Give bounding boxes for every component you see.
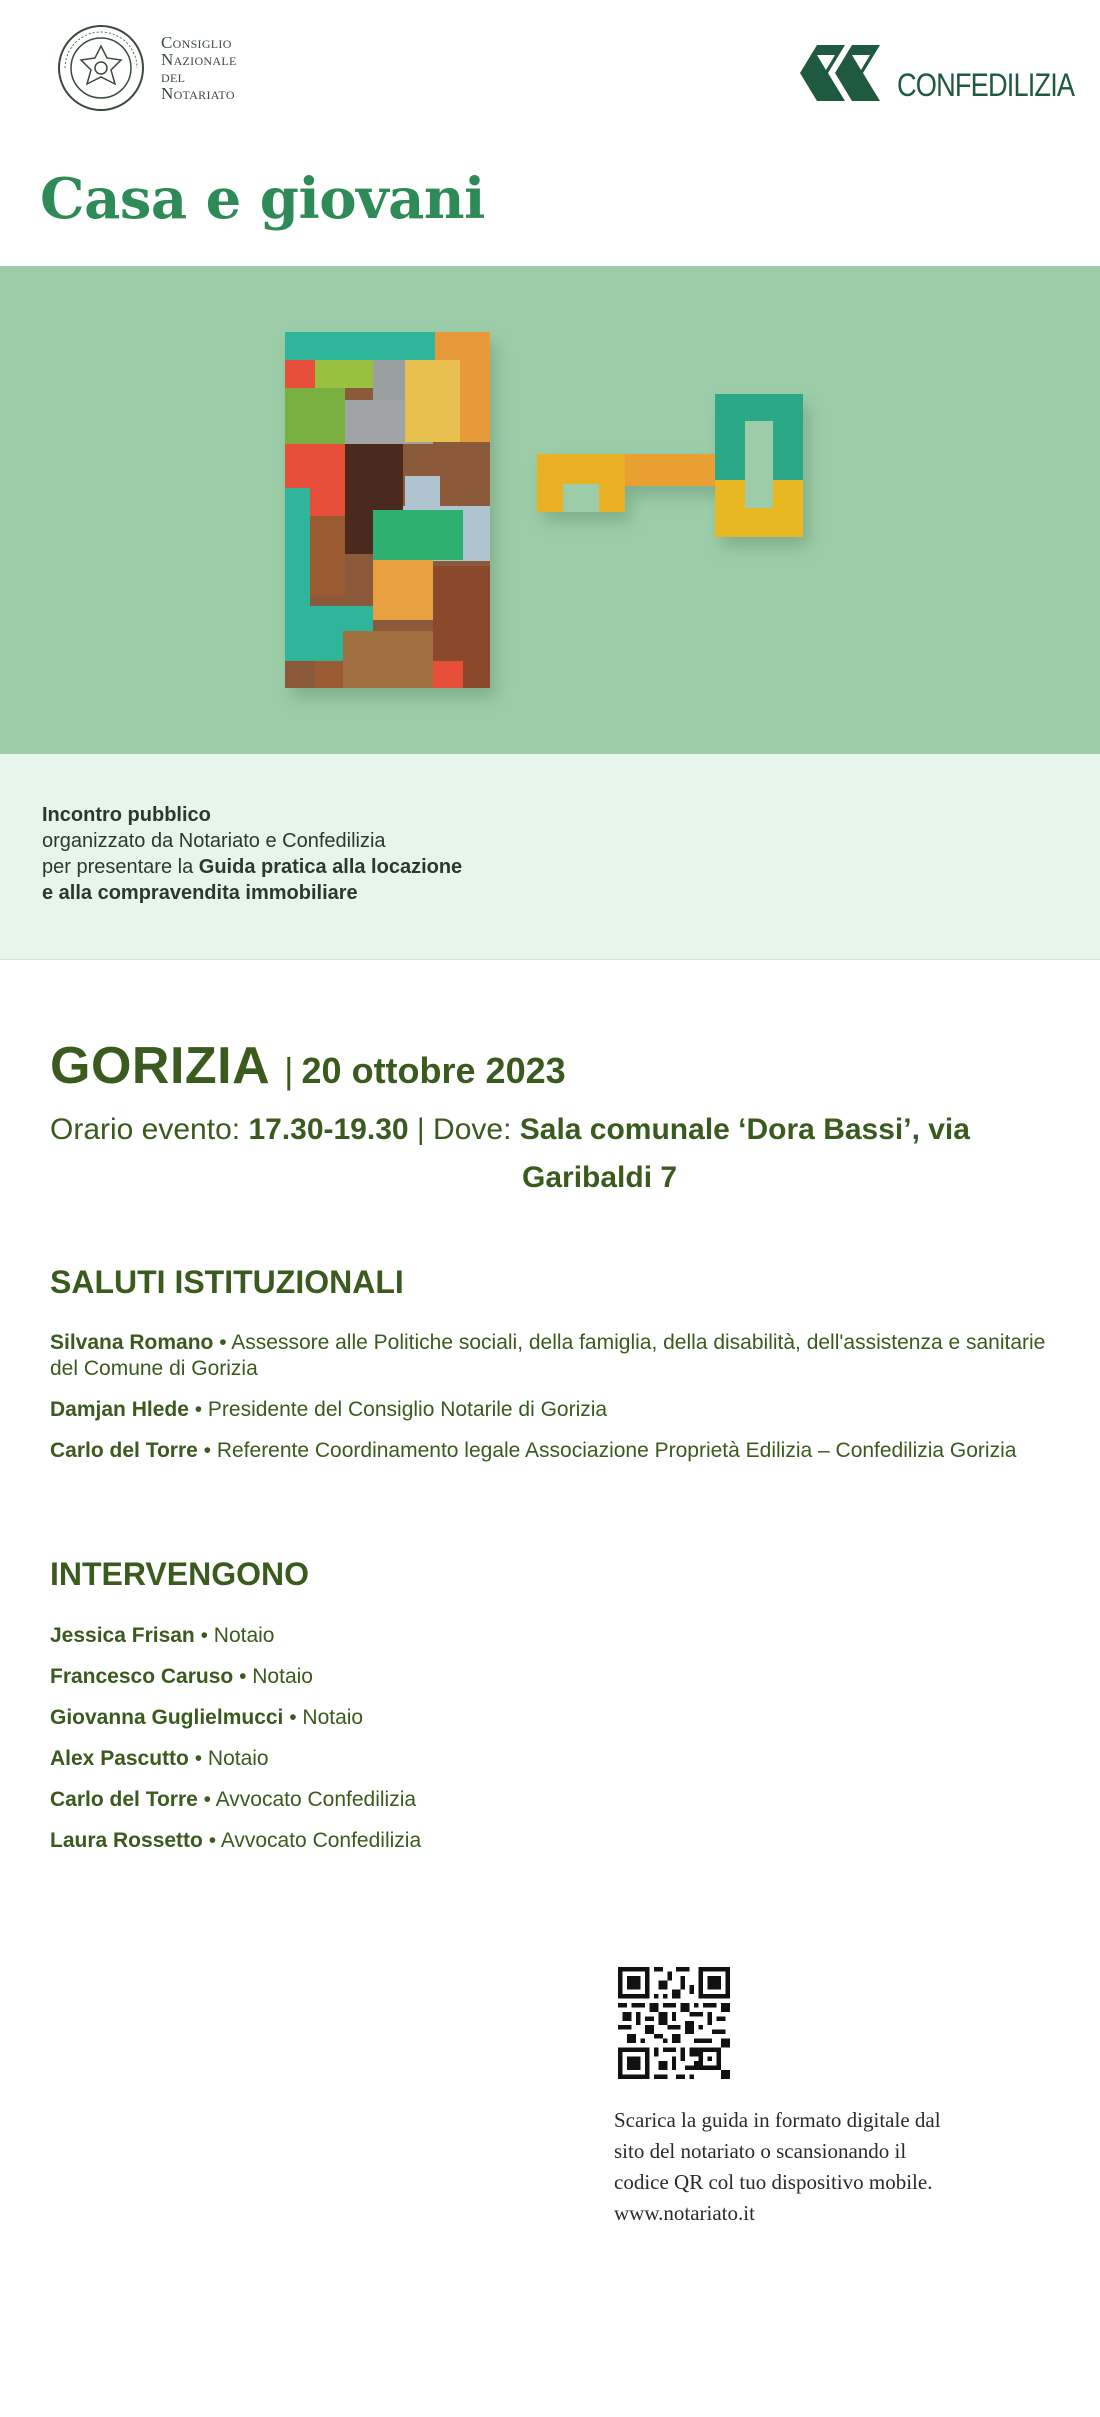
where-value: Sala comunale ‘Dora Bassi’, via bbox=[519, 1113, 970, 1146]
person-name: Silvana Romano bbox=[50, 1331, 214, 1354]
person-name: Alex Pascutto bbox=[50, 1747, 189, 1770]
qr-description bbox=[614, 2105, 994, 2229]
key-shape bbox=[537, 394, 803, 537]
speaker-4 bbox=[50, 1746, 1070, 1772]
person-name: Francesco Caruso bbox=[50, 1665, 234, 1688]
person-role: • Avvocato Confedilizia bbox=[197, 1788, 417, 1811]
time-value: 17.30-19.30 bbox=[248, 1113, 409, 1146]
event-city: GORIZIA bbox=[50, 1037, 271, 1095]
qr-text-line-1: Scarica la guida in formato digitale dal bbox=[614, 2108, 941, 2132]
cnn-logo-text bbox=[161, 34, 237, 102]
cnn-line-3: del bbox=[161, 67, 186, 86]
intro-band bbox=[0, 754, 1100, 960]
speaker-2 bbox=[50, 1664, 1070, 1690]
person-name: Jessica Frisan bbox=[50, 1624, 195, 1647]
intro-line-4: e alla compravendita immobiliare bbox=[42, 882, 358, 904]
speaker-1 bbox=[50, 1623, 1070, 1649]
speaker-6 bbox=[50, 1828, 1070, 1854]
cnn-line-2: Nazionale bbox=[161, 50, 237, 69]
confedilizia-logo bbox=[795, 40, 1100, 106]
intro-line-3-prefix: per presentare la bbox=[42, 856, 199, 878]
intro-line-3-bold: Guida pratica alla locazione bbox=[198, 856, 463, 878]
cnn-line-4: Notariato bbox=[161, 84, 235, 103]
notariato-seal-icon bbox=[55, 22, 147, 114]
puzzle-block bbox=[285, 332, 490, 688]
saluti-title: SALUTI ISTITUZIONALI bbox=[50, 1264, 404, 1300]
person-role: • Notaio bbox=[233, 1665, 313, 1688]
qr-text-line-2: sito del notariato o scansionando il bbox=[614, 2139, 907, 2163]
cnn-logo bbox=[55, 22, 237, 114]
intro-text bbox=[42, 802, 462, 906]
intervengono-title: INTERVENGONO bbox=[50, 1556, 309, 1592]
intro-line-3 bbox=[42, 854, 462, 880]
where-label: | Dove: bbox=[408, 1113, 520, 1146]
event-date: 20 ottobre 2023 bbox=[301, 1050, 566, 1091]
qr-website-link[interactable]: www.notariato.it bbox=[614, 2201, 755, 2225]
person-role: • Avvocato Confedilizia bbox=[202, 1829, 422, 1852]
intro-line-2: organizzato da Notariato e Confedilizia bbox=[42, 830, 386, 852]
cnn-line-1: Consiglio bbox=[161, 33, 232, 52]
saluti-person-2 bbox=[50, 1397, 1070, 1423]
person-name: Carlo del Torre bbox=[50, 1788, 198, 1811]
confedilizia-logo-text: CONFEDILIZIA bbox=[897, 67, 1075, 103]
person-name: Carlo del Torre bbox=[50, 1439, 198, 1462]
confedilizia-mark-icon bbox=[795, 40, 905, 106]
intro-line-1: Incontro pubblico bbox=[42, 804, 211, 826]
person-role: • Assessore alle Politiche sociali, della famiglia, della disabilità, dell'assistenza e sanitarie del Comune di Gorizia bbox=[50, 1331, 1046, 1380]
qr-code-icon[interactable] bbox=[618, 1967, 730, 2079]
saluti-person-3 bbox=[50, 1438, 1070, 1464]
puzzle-key-illustration bbox=[0, 266, 1100, 754]
person-role: • Notaio bbox=[194, 1624, 275, 1647]
saluti-person-1 bbox=[50, 1330, 1070, 1382]
person-name: Giovanna Guglielmucci bbox=[50, 1706, 284, 1729]
person-role: • Notaio bbox=[283, 1706, 364, 1729]
speaker-5 bbox=[50, 1787, 1070, 1813]
where-value-continued: Garibaldi 7 bbox=[522, 1161, 678, 1194]
person-role: • Notaio bbox=[188, 1747, 269, 1770]
time-label: Orario evento: bbox=[50, 1113, 249, 1146]
person-role: • Presidente del Consiglio Notarile di Gorizia bbox=[188, 1398, 608, 1421]
person-name: Laura Rossetto bbox=[50, 1829, 203, 1852]
person-name: Damjan Hlede bbox=[50, 1398, 189, 1421]
event-time-place bbox=[50, 1106, 1050, 1154]
event-date-wrap bbox=[284, 1050, 565, 1092]
event-city-date bbox=[50, 1036, 566, 1096]
speaker-3 bbox=[50, 1705, 1070, 1731]
date-separator: | bbox=[284, 1050, 294, 1091]
person-role: • Referente Coordinamento legale Associazione Proprietà Edilizia – Confedilizia Gorizia bbox=[197, 1439, 1017, 1462]
qr-text-line-3: codice QR col tuo dispositivo mobile. bbox=[614, 2170, 933, 2194]
hero-image bbox=[0, 266, 1100, 754]
page-title: Casa e giovani bbox=[40, 166, 485, 232]
